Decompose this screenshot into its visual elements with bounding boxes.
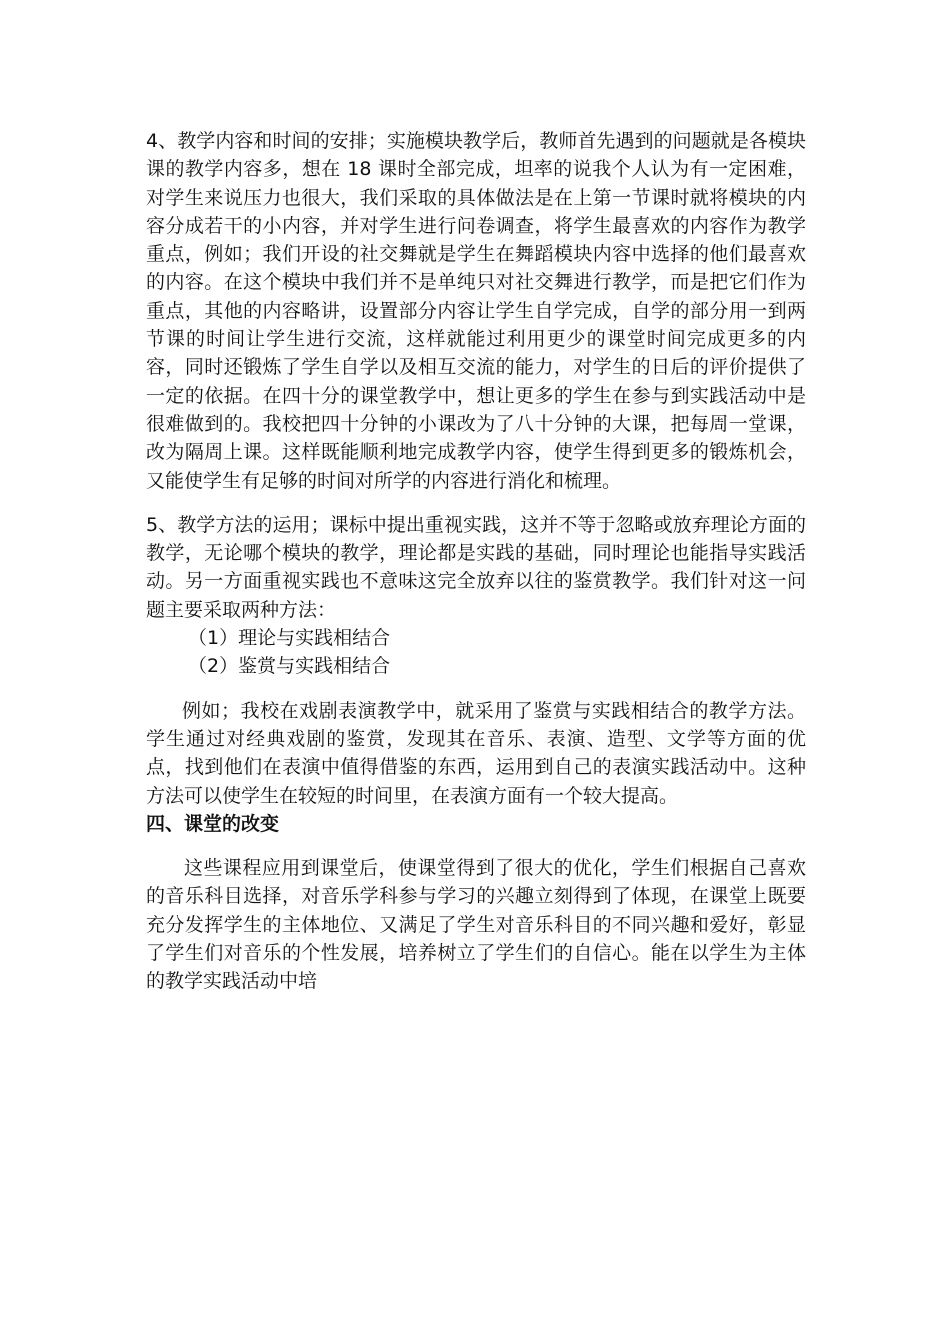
example-paragraph: 例如；我校在戏剧表演教学中，就采用了鉴赏与实践相结合的教学方法。学生通过对经典戏剧的鉴赏，发现其在音乐、表演、造型、文学等方面的优点，找到他们在表演中值得借鉴的东西，运用到自己的表演实践活动中。这种方法可以使学生在较短的时间里，在表演方面有一个较大提高。 (146, 699, 806, 807)
document-page (146, 127, 806, 996)
paragraph-4: 4、教学内容和时间的安排；实施模块教学后，教师首先遇到的问题就是各模块课的教学内容多，想在 18 课时全部完成，坦率的说我个人认为有一定困难，对学生来说压力也很大，我们采取的具体做法是在上第一节课时就将模块的内容分成若干的小内容，并对学生进行问卷调查，将学生最喜欢的内容作为教学重点，例如；我们开设的社交舞就是学生在舞蹈模块内容中选择的他们最喜欢的内容。在这个模块中我们并不是单纯只对社交舞进行教学，而是把它们作为重点，其他的内容略讲，设置部分内容让学生自学完成，自学的部分用一到两节课的时间让学生进行交流，这样就能过利用更少的课堂时间完成更多的内容，同时还锻炼了学生自学以及相互交流的能力，对学生的日后的评价提供了一定的依据。在四十分的课堂教学中，想让更多的学生在参与到实践活动中是很难做到的。我校把四十分钟的小课改为了八十分钟的大课，把每周一堂课，改为隔周上课。这样既能顺利地完成教学内容，使学生得到更多的锻炼机会，又能使学生有足够的时间对所学的内容进行消化和梳理。 (146, 130, 806, 492)
section-paragraph: 这些课程应用到课堂后，使课堂得到了很大的优化，学生们根据自己喜欢的音乐科目选择，对音乐学科参与学习的兴趣立刻得到了体现，在课堂上既要充分发挥学生的主体地位、又满足了学生对音乐科目的不同兴趣和爱好，彰显了学生们对音乐的个性发展，培养树立了学生们的自信心。能在以学生为主体的教学实践活动中培 (146, 857, 806, 993)
list-item-1: （1）理论与实践相结合 (188, 627, 391, 650)
paragraph-5: 5、教学方法的运用；课标中提出重视实践，这并不等于忽略或放弃理论方面的教学，无论哪个模块的教学，理论都是实践的基础，同时理论也能指导实践活动。另一方面重视实践也不意味这完全放弃以往的鉴赏教学。我们针对这一问题主要采取两种方法： (146, 513, 806, 621)
list-item-2: （2）鉴赏与实践相结合 (188, 655, 391, 678)
section-heading: 四、课堂的改变 (146, 812, 280, 835)
